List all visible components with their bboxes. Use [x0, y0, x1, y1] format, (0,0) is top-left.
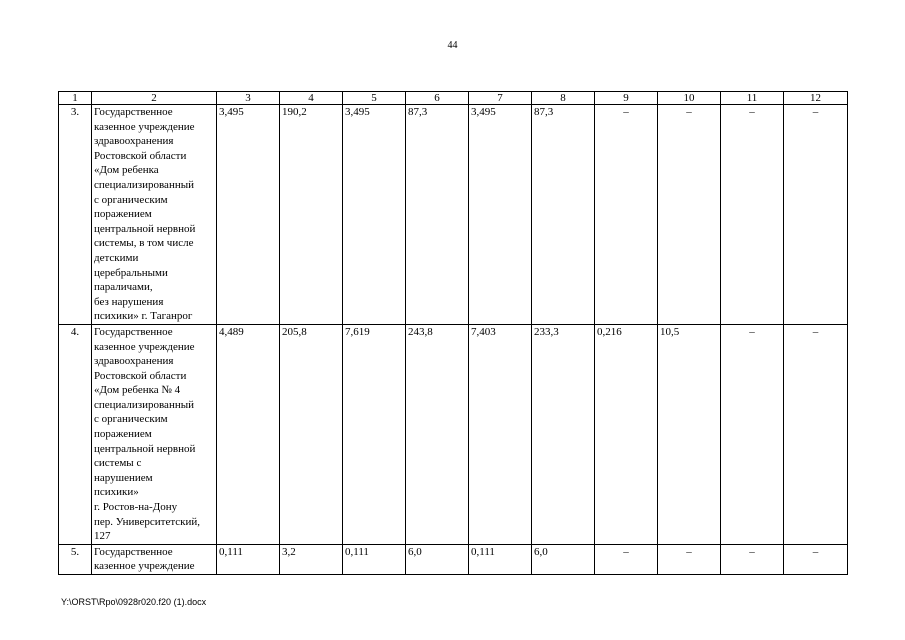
- column-header: 11: [721, 92, 784, 105]
- value-cell: 87,3: [532, 105, 595, 325]
- institution-name-line: детскими: [94, 251, 139, 264]
- table-row: [59, 324, 848, 544]
- value-cell: 3,495: [469, 105, 532, 325]
- institution-name-line: Ростовской области: [94, 369, 187, 382]
- institution-name-line: поражением: [94, 428, 152, 441]
- column-header: 7: [469, 92, 532, 105]
- value-cell: 243,8: [406, 324, 469, 544]
- value-cell: 7,619: [343, 324, 406, 544]
- institution-name-line: Государственное: [94, 106, 173, 118]
- column-header: 5: [343, 92, 406, 105]
- value-cell: –: [784, 544, 848, 574]
- table-row: [59, 544, 848, 574]
- table-header-row: [59, 92, 848, 105]
- value-cell: –: [658, 544, 721, 574]
- institution-name-line: «Дом ребенка № 4: [94, 384, 181, 397]
- institution-name-line: казенное учреждение: [94, 120, 195, 133]
- institution-name-line: казенное учреждение: [94, 340, 195, 353]
- column-header: 8: [532, 92, 595, 105]
- value-cell: 190,2: [280, 105, 343, 325]
- value-cell: –: [658, 105, 721, 325]
- row-number-cell: 4.: [59, 324, 92, 544]
- institution-name-line: специализированный: [94, 178, 194, 191]
- institution-name-cell: [92, 544, 217, 574]
- value-cell: 0,111: [469, 544, 532, 574]
- value-cell: –: [721, 544, 784, 574]
- value-cell: –: [784, 105, 848, 325]
- institution-name-line: параличами,: [94, 281, 153, 294]
- institution-name-line: казенное учреждение: [94, 560, 195, 573]
- institution-name-line: Государственное: [94, 545, 173, 558]
- institution-name-line: без нарушения: [94, 295, 164, 308]
- value-cell: 3,495: [217, 105, 280, 325]
- institution-name-line: поражением: [94, 208, 152, 221]
- value-cell: 0,216: [595, 324, 658, 544]
- value-cell: 0,111: [343, 544, 406, 574]
- column-header: 1: [59, 92, 92, 105]
- institution-name-line: психики» г. Таганрог: [94, 310, 193, 323]
- institution-name-line: Государственное: [94, 325, 173, 338]
- column-header: 2: [92, 92, 217, 105]
- institution-name-line: с органическим: [94, 193, 168, 206]
- value-cell: –: [721, 324, 784, 544]
- column-header: 6: [406, 92, 469, 105]
- institution-name-line: Ростовской области: [94, 149, 187, 162]
- value-cell: 6,0: [406, 544, 469, 574]
- value-cell: 233,3: [532, 324, 595, 544]
- value-cell: 3,2: [280, 544, 343, 574]
- value-cell: –: [784, 324, 848, 544]
- file-path-footer: Y:\ORST\Rpo\0928r020.f20 (1).docx: [61, 597, 207, 607]
- institution-name-line: с органическим: [94, 413, 168, 426]
- data-table: [58, 91, 848, 575]
- value-cell: 0,111: [217, 544, 280, 574]
- column-header: 4: [280, 92, 343, 105]
- value-cell: 10,5: [658, 324, 721, 544]
- page-number: 44: [447, 40, 458, 51]
- institution-name-line: специализированный: [94, 398, 194, 411]
- value-cell: 3,495: [343, 105, 406, 325]
- column-header: 9: [595, 92, 658, 105]
- institution-name-line: центральной нервной: [94, 222, 196, 235]
- institution-name-line: церебральными: [94, 266, 168, 279]
- institution-name-line: пер. Университетский,: [94, 515, 201, 528]
- value-cell: 6,0: [532, 544, 595, 574]
- value-cell: –: [595, 544, 658, 574]
- row-number-cell: 5.: [59, 544, 92, 574]
- column-header: 3: [217, 92, 280, 105]
- institution-name-line: системы, в том числе: [94, 237, 194, 250]
- value-cell: –: [721, 105, 784, 325]
- value-cell: –: [595, 105, 658, 325]
- institution-name-cell: [92, 324, 217, 544]
- institution-name-cell: [92, 105, 217, 325]
- column-header: 12: [784, 92, 848, 105]
- column-header: 10: [658, 92, 721, 105]
- institution-name-line: «Дом ребенка: [94, 164, 159, 177]
- institution-name-line: психики»: [94, 486, 139, 499]
- institution-name-line: здравоохранения: [94, 355, 174, 368]
- value-cell: 205,8: [280, 324, 343, 544]
- row-number-cell: 3.: [59, 105, 92, 325]
- institution-name-line: системы с: [94, 457, 142, 470]
- institution-name-line: г. Ростов-на-Дону: [94, 501, 178, 514]
- institution-name-line: здравоохранения: [94, 135, 174, 148]
- institution-name-line: 127: [94, 530, 111, 543]
- value-cell: 4,489: [217, 324, 280, 544]
- table-row: [59, 105, 848, 325]
- institution-name-line: центральной нервной: [94, 442, 196, 455]
- value-cell: 87,3: [406, 105, 469, 325]
- institution-name-line: нарушением: [94, 471, 153, 484]
- value-cell: 7,403: [469, 324, 532, 544]
